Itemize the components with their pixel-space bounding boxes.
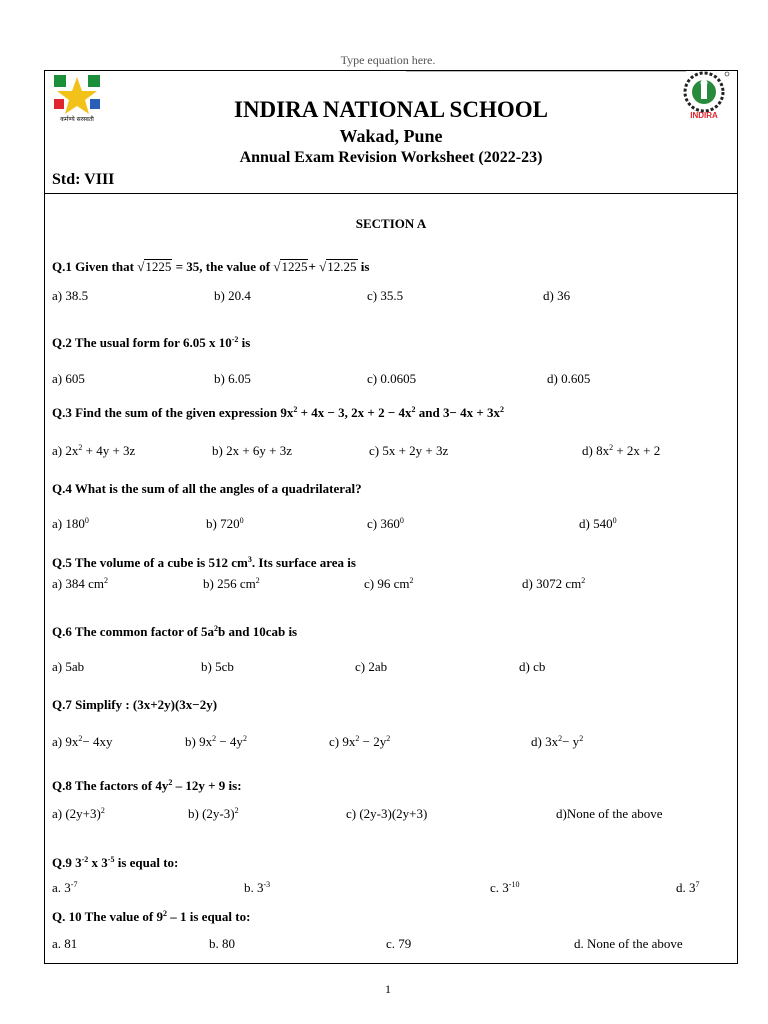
q8-option-c[interactable]: c) (2y-3)(2y+3) (346, 806, 428, 821)
q6-option-a[interactable]: a) 5ab (52, 659, 85, 674)
q2-option-c[interactable]: c) 0.0605 (367, 371, 417, 386)
question-1: Q.1 Given that √1225 = 35, the value of √1225+ √12.25 is (52, 259, 370, 274)
question-3: Q.3 Find the sum of the given expression $9x^2 + 4x - 3$, $2x + 2 - 4x^2$ and $3- 4x + 3x^2$ (52, 405, 505, 420)
q9-option-b[interactable]: b. $3^{-3}$ (244, 880, 271, 895)
q6-option-c[interactable]: c) 2ab (355, 659, 388, 674)
q1-option-d[interactable]: d) 36 (543, 288, 571, 303)
q5-option-c[interactable]: c) 96 $cm^2$ (364, 576, 414, 591)
question-7: Q.7 Simplify : (3x+2y)(3x−2y) (52, 697, 218, 712)
q9-option-c[interactable]: c. $3^{-10}$ (490, 880, 520, 895)
q5-option-b[interactable]: b) 256 $cm^2$ (203, 576, 260, 591)
q4-option-b[interactable]: b) $720^0$ (206, 516, 244, 531)
q10-option-c[interactable]: c. 79 (386, 936, 412, 951)
q3-option-a[interactable]: a) $2x^2 + 4y + 3z$ (52, 443, 136, 458)
question-4: Q.4 What is the sum of all the angles of a quadrilateral? (52, 481, 362, 496)
q3-option-d[interactable]: d) $8x^2 + 2x + 2$ (582, 443, 661, 458)
q4-option-d[interactable]: d) $540^0$ (579, 516, 617, 531)
q6-option-d[interactable]: d) cb (519, 659, 546, 674)
equation-placeholder[interactable]: Type equation here. (340, 53, 436, 67)
q5-option-d[interactable]: d) 3072 $cm^2$ (522, 576, 586, 591)
q7-option-d[interactable]: d) $3x^2- y^2$ (531, 734, 584, 749)
q1-option-b[interactable]: b) 20.4 (214, 288, 251, 303)
worksheet-title: Annual Exam Revision Worksheet (2022-23) (239, 149, 543, 166)
q5-option-a[interactable]: a) 384 $cm^2$ (52, 576, 108, 591)
q10-option-b[interactable]: b. 80 (209, 936, 235, 951)
q9-option-d[interactable]: d. $3^7$ (676, 880, 700, 895)
q4-option-a[interactable]: a) $180^0$ (52, 516, 89, 531)
q1-option-c[interactable]: c) 35.5 (367, 288, 404, 303)
section-title: SECTION A (355, 216, 427, 231)
question-5: Q.5 The volume of a cube is 512 $cm^3$. Its surface area is (52, 555, 356, 570)
q4-option-c[interactable]: c) $360^0$ (367, 516, 404, 531)
q2-option-b[interactable]: b) 6.05 (214, 371, 251, 386)
q10-option-d[interactable]: d. None of the above (574, 936, 683, 951)
q3-option-b[interactable]: b) 2x + 6y + 3z (212, 443, 293, 458)
right-logo-text: INDIRA (690, 111, 718, 120)
q8-option-b[interactable]: b) $(2y-3)^2$ (188, 806, 239, 821)
q8-option-a[interactable]: a) $(2y+3)^2$ (52, 806, 105, 821)
q9-option-a[interactable]: a. $3^{-7}$ (52, 880, 78, 895)
school-city: Wakad, Pune (339, 126, 443, 146)
logo-caption: कर्मण्ये सरस्वती (60, 116, 94, 123)
q2-option-d[interactable]: d) 0.605 (547, 371, 591, 386)
page-number: 1 (385, 982, 391, 996)
question-2: Q.2 The usual form for 6.05 x $10^{-2}$ is (52, 335, 251, 350)
standard-label: Std: VIII (52, 171, 115, 188)
header-divider (45, 193, 737, 194)
school-name: INDIRA NATIONAL SCHOOL (234, 97, 548, 122)
q7-option-c[interactable]: c) $9x^2 - 2y^2$ (329, 734, 391, 749)
q7-option-b[interactable]: b) $9x^2 - 4y^2$ (185, 734, 247, 749)
question-10: Q. 10 The value of $9^2 - 1$ is equal to: (52, 909, 251, 924)
q3-option-c[interactable]: c) 5x + 2y + 3z (369, 443, 449, 458)
question-6: Q.6 The common factor of $5a^2b$ and 10cab is (52, 624, 298, 639)
q7-option-a[interactable]: a) $9x^2- 4xy$ (52, 734, 113, 749)
q1-option-a[interactable]: a) 38.5 (52, 288, 89, 303)
q2-option-a[interactable]: a) 605 (52, 371, 85, 386)
q6-option-b[interactable]: b) 5cb (201, 659, 234, 674)
question-8: Q.8 The factors of $4y^2 - 12y + 9$ is: (52, 778, 242, 793)
question-9: Q.9 $3^{-2}$ x $3^{-5}$ is equal to: (52, 855, 179, 870)
q8-option-d[interactable]: d)None of the above (556, 806, 663, 821)
q10-option-a[interactable]: a. 81 (52, 936, 78, 951)
